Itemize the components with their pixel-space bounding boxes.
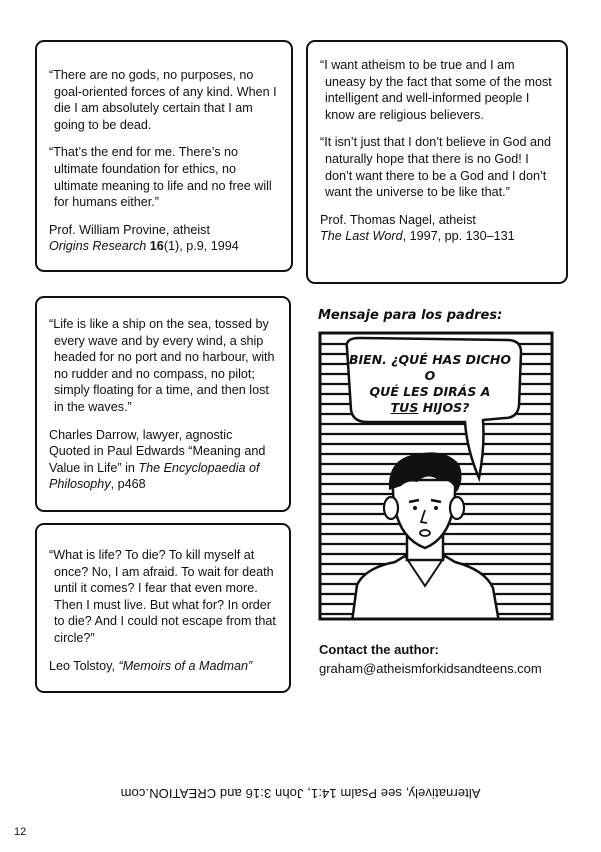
quote-box-darrow: [35, 296, 291, 512]
contact-block: [319, 640, 542, 678]
upside-down-footer: Alternatively, see Psalm 14:1, John 3:16 and CREATION.com: [120, 786, 481, 801]
quote-source: Leo Tolstoy, “Memoirs of a Madman”: [49, 658, 253, 673]
quote-author: Prof. Thomas Nagel, atheist: [320, 212, 476, 227]
cartoon-caption: Mensaje para los padres:: [318, 308, 503, 323]
quote-source: Quoted in Paul Edwards “Meaning and Value in Life” in The Encyclopaedia of Philosophy, p468: [49, 444, 266, 492]
quote-box-nagel: [306, 40, 568, 284]
contact-heading: Contact the author:: [319, 642, 439, 657]
quote-text: “There are no gods, no purposes, no goal-oriented forces of any kind. When I die I am absolutely certain that I am going to be dead.: [49, 68, 277, 132]
quote-text: “What is life? To die? To kill myself at once? No, I am afraid. To wait for death until it comes? I fear that even more. Then I must live. But what for? In order to die? And I could not escape from that circle?”: [49, 548, 276, 645]
quote-text: “That’s the end for me. There’s no ultimate foundation for ethics, no ultimate meaning to life and no free will for humans either.”: [49, 145, 272, 210]
quote-text: “I want atheism to be true and I am uneasy by the fact that some of the most intelligent and well-informed people I know are religious believers.: [320, 58, 552, 122]
quote-box-provine: [35, 40, 293, 272]
quote-source: Origins Research 16(1), p.9, 1994: [49, 239, 239, 254]
quote-author: Charles Darrow, lawyer, agnostic: [49, 427, 233, 442]
quote-text: “It isn’t just that I don’t believe in God and naturally hope that there is no God! I don’t want there to be a God and I don’t want the universe to be like that.”: [320, 135, 552, 200]
quote-box-tolstoy: [35, 523, 291, 693]
contact-email[interactable]: graham@atheismforkidsandteens.com: [319, 661, 542, 676]
speech-bubble-text: BIEN. ¿QUÉ HAS DICHO O QUÉ LES DIRÁS A TUS HIJOS?: [349, 352, 511, 415]
quote-source: The Last Word, 1997, pp. 130–131: [320, 229, 515, 244]
quote-text: “Life is like a ship on the sea, tossed by every wave and by every wind, a ship headed for no port and no harbour, with no rudder and no compass, no pilot; simply floating for a time, and then lost in the waves.”: [49, 317, 275, 414]
page-number: 12: [14, 826, 27, 838]
quote-author: Prof. William Provine, atheist: [49, 222, 210, 237]
